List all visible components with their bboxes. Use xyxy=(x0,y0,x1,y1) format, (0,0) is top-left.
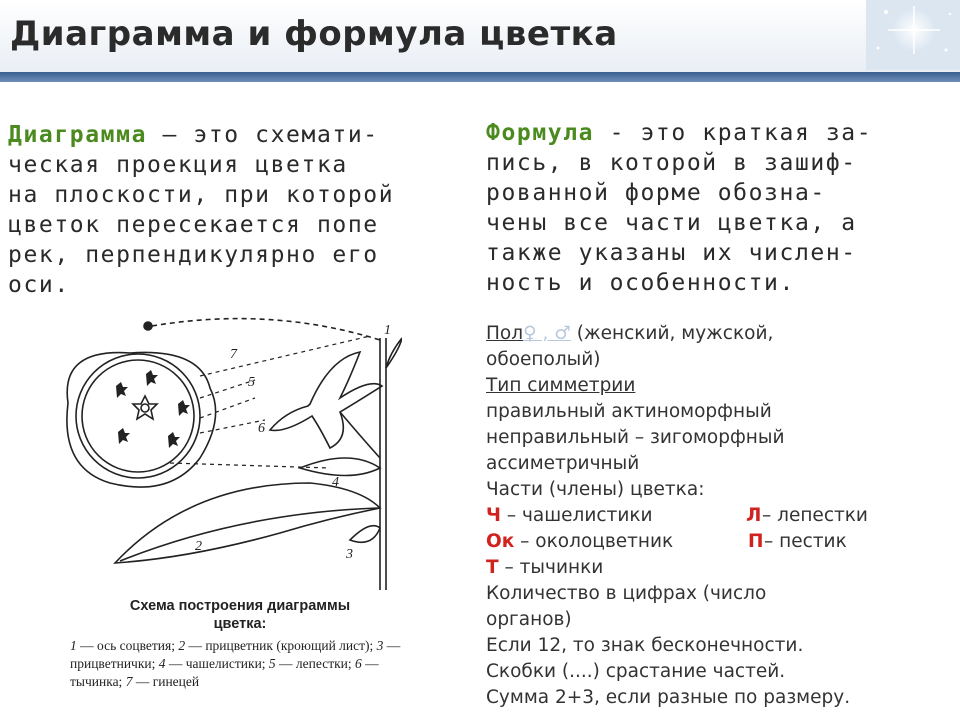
legend-text-2: — прицветник (кроющий лист); xyxy=(185,638,377,653)
label-2: 2 xyxy=(195,539,202,554)
left-line-5: рек, перпендикулярно его xyxy=(8,242,379,268)
symmetry-zygomorphic: неправильный – зигоморфный xyxy=(486,427,785,448)
abbr-p: П xyxy=(748,531,764,552)
term-diagram: Диаграмма xyxy=(8,122,148,148)
label-5: 5 xyxy=(248,375,255,390)
page-title: Диаграмма и формула цветка xyxy=(10,14,618,54)
right-line-6: ность и особенности. xyxy=(486,270,795,296)
left-line-3: на плоскости, при которой xyxy=(8,182,395,208)
legend-num-5: 5 xyxy=(268,656,276,671)
abbr-t: Т xyxy=(486,557,499,578)
right-line-2: пись, в которой в зашиф- xyxy=(486,150,857,176)
infinity-line: Если 12, то знак бесконечности. xyxy=(486,635,804,656)
sum-line: Сумма 2+3, если разные по размеру. xyxy=(486,687,851,708)
sex-desc-2: обоеполый) xyxy=(486,349,601,370)
symmetry-asymmetric: ассиметричный xyxy=(486,453,640,474)
sex-symbols: ♀ , ♂ xyxy=(523,323,571,344)
abbr-ch: Ч xyxy=(486,505,501,526)
caption-title-1: Схема построения диаграммы xyxy=(129,598,351,614)
figure-labels xyxy=(195,323,391,562)
legend-text-3: — прицветнички; xyxy=(70,638,401,671)
abbr-l: Л xyxy=(746,505,762,526)
caption-legend xyxy=(70,637,410,691)
symmetry-label: Тип симметрии xyxy=(486,375,636,396)
legend-text-1: — ось соцветия; xyxy=(76,638,179,653)
figure-caption xyxy=(70,597,410,691)
text-ch: – чашелистики xyxy=(500,505,653,526)
formula-legend-list xyxy=(486,321,956,711)
right-line-1: - это краткая за- xyxy=(594,120,873,146)
left-line-4: цветок пересекается попе xyxy=(8,212,379,238)
sex-desc: (женский, мужской, xyxy=(570,323,774,344)
dashed-arc xyxy=(152,319,380,340)
flower-pedicel xyxy=(340,412,380,458)
title-underline xyxy=(0,72,960,82)
diagram-definition xyxy=(8,120,394,300)
label-3: 3 xyxy=(346,547,353,562)
legend-text-7: — гинецей xyxy=(132,674,200,689)
count-line-1: Количество в цифрах (число xyxy=(486,583,767,604)
legend-num-1: 1 xyxy=(70,638,77,653)
symmetry-actinomorphic: правильный актиноморфный xyxy=(486,401,772,422)
term-formula: Формула xyxy=(486,120,595,146)
legend-text-4: — чашелистики; xyxy=(165,656,269,671)
legend-num-3: 3 xyxy=(376,638,384,653)
legend-num-2: 2 xyxy=(178,638,186,653)
flower-petals xyxy=(270,352,382,448)
legend-num-4: 4 xyxy=(158,656,166,671)
legend-text-5: — лепестки; xyxy=(275,656,356,671)
bracteole xyxy=(300,458,380,476)
left-line-2: ческая проекция цветка xyxy=(8,152,348,178)
legend-num-7: 7 xyxy=(125,674,133,689)
leader-lines xyxy=(170,336,370,468)
right-line-5: также указаны их числен- xyxy=(486,240,857,266)
small-leaf xyxy=(350,526,380,543)
right-line-4: чены все части цветка, а xyxy=(486,210,857,236)
axis-dot xyxy=(144,322,152,330)
label-1: 1 xyxy=(384,323,391,338)
upper-leaf xyxy=(386,338,402,368)
left-line-6: оси. xyxy=(8,272,70,298)
flower-diagram-figure xyxy=(50,308,402,590)
text-p: – пестик xyxy=(764,531,847,552)
label-6: 6 xyxy=(258,421,265,436)
parts-row-1 xyxy=(486,503,956,529)
brackets-line: Скобки (....) срастание частей. xyxy=(486,661,786,682)
text-ok: – околоцветник xyxy=(514,531,674,552)
caption-title-2: цветка: xyxy=(213,616,267,632)
formula-definition xyxy=(486,118,872,298)
abbr-ok: Ок xyxy=(486,531,515,552)
text-t: – тычинки xyxy=(498,557,604,578)
label-7: 7 xyxy=(230,347,237,362)
count-line-2: органов) xyxy=(486,609,572,630)
text-l: – лепестки xyxy=(762,505,868,526)
label-4: 4 xyxy=(332,475,339,490)
parts-row-2 xyxy=(486,529,956,555)
pistil-star xyxy=(133,396,157,419)
leaf-midrib xyxy=(120,508,378,561)
legend-text-6: — тычинка; xyxy=(70,656,379,689)
left-line-1: – это схемати- xyxy=(147,122,379,148)
parts-label: Части (члены) цветка: xyxy=(486,479,705,500)
right-line-3: рованной форме обозна- xyxy=(486,180,826,206)
sparkle-decoration xyxy=(866,0,960,70)
legend-num-6: 6 xyxy=(355,656,362,671)
sex-line xyxy=(486,321,956,347)
parts-row-3 xyxy=(486,555,956,581)
sex-label: Пол xyxy=(486,323,524,344)
